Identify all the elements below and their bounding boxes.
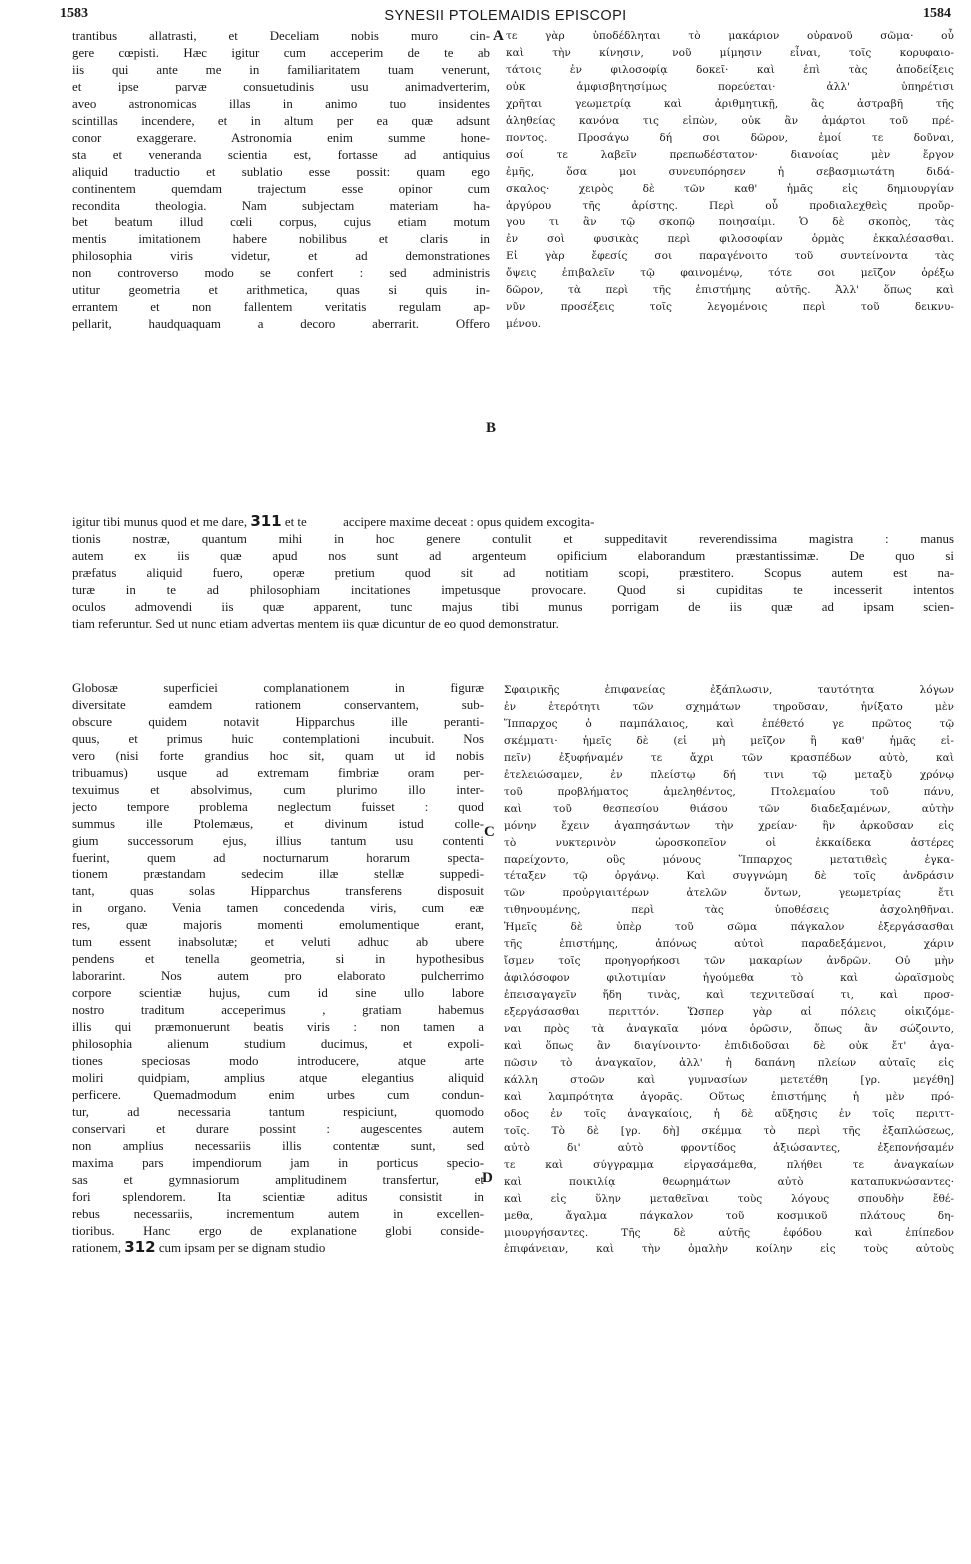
text-line: καὶ ὅπως ἂν διαγίνοιντο· ἐπιδιδοῦσαι δὲ οὐκ ἔτ' ἀγα- [504,1040,954,1053]
text-line: Ἡμεῖς δὲ ὑπὲρ τοῦ σῶμα πάγκαλον ἐξεργάσασθαι [504,921,954,934]
text-line: illis qui præmonuerunt beatis viris : non tamen a [72,1020,484,1035]
text-line: continentem quemdam trajectum esse opinor cum [72,181,490,196]
text-line-fragment: igitur tibi munus quod et me dare, [72,515,248,529]
text-line: tiam referuntur. Sed ut nunc etiam advertas mentem iis quæ dicuntur de eo quod demonstratur. [72,616,559,631]
text-line: diversitate eamdem rationem conservantem, sub- [72,697,484,712]
text-line: moliri quidpiam, amplius atque elegantius aliquid [72,1070,484,1085]
text-line: autem ex iis quæ apud nos sunt ad argenteum opificium elaborandum præstantissimæ. De quo si [72,548,954,563]
text-line: sas et gymnasiorum amplitudinem transfertur, et [72,1172,484,1187]
latin-column-top [72,28,490,333]
greek-column-bottom [504,682,954,1258]
text-line: εξεργάσασθαι περιττόν. Ὥσπερ γὰρ αἱ πόλεις οἰκιζόμε- [504,1006,954,1019]
text-line: tiones speciosas modo introducere, atque arte [72,1053,484,1068]
page-number-right: 1584 [923,6,951,21]
text-line: μένου. [506,318,541,331]
running-title: SYNESII PTOLEMAIDIS EPISCOPI [384,8,627,24]
text-line: fori splendorem. Ita scientiæ aditus consistit in [72,1189,484,1204]
text-line: turæ in te ad philosophiam incitationes impetusque provocare. Quod si cupiditas te incesserit intentos [72,582,954,597]
text-line: non controverso modo se confert : sed administris [72,266,490,281]
greek-column-top [506,28,954,333]
text-line: καὶ τοῦ θεσπεσίου θιάσου τῶν διαδεξαμένων, αὐτὴν [504,802,954,815]
text-line-fragment: rationem, [72,1241,122,1256]
text-line: aliquid traductio et sublatio esse possit: quam ego [72,164,490,179]
text-line: γου τι ἂν τῷ σκοπῷ ποιησαίμι. Ὁ δὲ σκοπὸς, τὰς [506,216,954,229]
text-line: Σφαιρικῆς ἐπιφανείας ἐξάπλωσιν, ταυτότητα λόγων [504,684,954,696]
text-line: καὶ εἰς ὕλην μεταθεῖναι τοὺς λόγους σπουδὴν ἔθέ- [504,1192,954,1205]
text-line: οδος ἐν τοῖς ἀναγκαίοις, ἡ δὲ αὔξησις ἐν τοῖς περιττ- [504,1107,954,1120]
text-line: et ipse parvæ consuetudinis usu animadverterim, [72,79,490,94]
section-marker-a: A [493,28,504,44]
text-line: oculos admovendi iis quæ apparent, tunc majus tibi munus porrigam de iis quæ ad ipsam scien- [72,599,954,614]
text-line: τῶν προὐργιαιτέρων ἀτελῶν ὄντων, γεωμετρίας ἔτι [504,887,954,900]
text-line: fuerint, quem ad nocturnarum horarum specta- [72,850,484,865]
text-line: tionis nostræ, quantum mihi in hoc genere contulit et suppeditavit reverendissima magistra : manus [72,531,954,546]
text-line: ἐπεισαγαγεῖν ἤδη τινὰς, καὶ τεχνιτεῦσαί τι, καὶ προσ- [504,989,954,1002]
text-line: τε καὶ σύγγραμμα εἰργασάμεθα, πλήθει τε ἀναγκαίων [504,1158,954,1171]
text-line: texuimus et absolvimus, cum plurimo illo inter- [72,782,484,797]
text-line: res, quæ majoris momenti emolumentique erant, [72,918,484,933]
text-line: sta et veneranda scientia est, fortasse ad antiquius [72,147,490,162]
text-line: οὐκ ἀμφισβητησίμως πορεύεται· ἀλλ' ὑπηρέτισι [506,80,954,93]
text-line: καὶ λαμπρότητα ἀγορᾶς. Οὕτως ἐπιστήμης ἡ μὲν πρό- [504,1090,954,1103]
text-line: tribuamus) usque ad extremam fimbriæ oram per- [72,765,484,780]
column-number-311: 311 [250,513,282,530]
text-line-fragment: cum ipsam per se dignam studio [158,1241,326,1256]
text-line: τῆς ἐπιστήμης, ἀπόνως αὐτοὶ παραδεξάμενοι, χάριν [504,938,954,951]
text-line: præfatus aliquid fuero, operæ pretium quod sit ad notitiam scopi, præstitero. Scopus autem est na- [72,565,954,580]
text-line: ἐμῆς, ὅσα μοι συνευπόρησεν ἡ σεβασμιωτάτη διδά- [506,165,954,178]
text-line: rebus necessariis, incrementum autem in excellen- [72,1206,484,1221]
text-line: ἐν σοὶ φυσικὰς περὶ φιλοσοφίαν ὁρμὰς ἐκκαλέσασθαι. [506,233,954,246]
text-line: trantibus allatrasti, et Deceliam nobis muro cin- [72,29,490,43]
text-line: ἐπιφάνειαν, καὶ τὴν ὁμαλὴν κοίλην εἰς τοὺς αὐτοὺς [504,1243,954,1256]
text-line: bet beatum illud cœli corpus, cujus etiam motum [72,215,490,230]
column-number-312: 312 [124,1239,156,1257]
text-line: ὄψεις ἐπιβαλεῖν τῷ φαινομένῳ, τότε σοι μεῖζον ὀρέξω [506,267,954,280]
text-line: recondita theologia. Nam subjectam materiam ha- [72,198,490,213]
text-line: πεῖν) ἐξυφήναμέν τε ἄχρι τῶν κρασπέδων αὐτὸ, καὶ [504,751,954,764]
text-line: καὶ ποικιλίᾳ θεωρημάτων αὐτὸ καταπυκνώσαντες· [504,1175,954,1188]
text-line: τιθηνουμένης, περὶ τὰς ὑποθέσεις ἀσχοληθῆναι. [504,904,954,917]
text-line: ἀφιλόσοφον φιλοτιμίαν ἡγούμεθα τὸ καὶ ὡραϊσμοὺς [504,972,954,985]
text-line: ποντος. Προσάγω δή σοι δῶρον, ἐμοί τε δοῦναι, [506,131,954,144]
text-line: mentis imitationem habere nobilibus et claris in [72,232,490,247]
text-line: καὶ τὴν κίνησιν, νοῦ μίμησιν εἶναι, τοῖς κορυφαιο- [506,46,954,59]
text-line: tur, ad necessaria tantum respiciunt, quomodo [72,1104,484,1119]
text-line: πῶσιν τὸ ἀναγκαῖον, ἀλλ' ἡ δαπάνη πλείων αὐταῖς εἰς [504,1056,954,1069]
text-line: perficere. Quemadmodum enim urbes cum condun- [72,1087,484,1102]
text-line: iis qui ante me in familiaritatem tuam venerunt, [72,62,490,77]
text-line: τὸ νυκτερινὸν ὡροσκοπεῖον οἱ ἑκκαίδεκα ἀστέρες [504,836,954,849]
text-line: κάλλη στοῶν καὶ γυμνασίων μετετέθη [γρ. μεγέθη] [504,1073,954,1086]
text-line: quus, et primus huic contemplationi incubuit. Nos [72,731,484,746]
text-line: jecto tempore problema neglectum fuisset : quod [72,799,484,814]
text-line: utitur geometria et arithmetica, quas si quis in- [72,283,490,298]
text-line: ἀργύρου τῆς ἀρίστης. Περὶ οὗ προδιαλεχθεὶς προὔρ- [506,199,954,212]
text-line: τε γὰρ ὑποδέδληται τὸ μακάριον οὐρανοῦ σῶμα· οὗ [506,30,954,42]
text-line: ἴσμεν τοῖς προηγορήκοσι τῶν μακαρίων ἀνδρῶν. Οὐ μὴν [504,955,954,968]
text-line: summus ille Ptolemæus, et divinum istud colle- [72,816,484,831]
text-line: τέταξεν τῷ ὀργάνῳ. Καὶ συγγνώμη δὲ τοῖς ἀνδράσιν [504,870,954,883]
text-line: tant, quas solas Hipparchus transferens disposuit [72,884,484,899]
text-line: τοῖς. Τὸ δὲ [γρ. δὴ] σκέμμα τὸ περὶ τῆς ἐξαπλώσεως, [504,1124,954,1137]
text-line: nostro traditum acceperimus , gratiam habemus [72,1003,484,1018]
text-line: αὐτὸ δι' αὐτὸ φροντίδος ἀξιώσαντες, ἐξεπονήσαμέν [504,1141,954,1154]
text-line: laborarint. Nos autem pro elaborato pulcherrimo [72,969,484,984]
latin-column-bottom [72,680,484,1257]
text-line: τάτοις ἐν φιλοσοφίᾳ δοκεῖ· καὶ ἐπὶ τὰς ἀποδείξεις [506,63,954,76]
text-line: παρείχοντο, οὓς μόνους Ἵππαρχος μετατιθεὶς ἐγκα- [504,853,954,866]
text-line: pellarit, haudquaquam a decoro aberrarit. Offero [72,317,490,332]
text-line: aveo astronomicas illas in animo tuo insidentes [72,96,490,111]
text-line: μόνην ἔχειν ἀγαπησάντων τὴν χρείαν· ἣν ἀρκοῦσαν εἰς [504,819,954,832]
section-marker-d: D [482,1170,493,1186]
text-line: σοί τε λαβεῖν πρεπωδέστατον· διανοίας μὲν ἔργον [506,148,954,161]
section-marker-c: C [484,824,495,840]
text-line: maxima pars impendiorum jam in porticus specio- [72,1155,484,1170]
text-line: philosophia alienum studium ducimus, et expoli- [72,1037,484,1052]
text-line: non amplius necessariis illis contentæ sunt, sed [72,1138,484,1153]
text-line: δῶρον, τὰ περὶ τῆς ἐπιστήμης αὐτῆς. Ἀλλ' ὅπως καὶ [506,284,954,297]
text-line: conor exaggerare. Astronomia enim summe hone- [72,130,490,145]
text-line-fragment: et te [284,515,307,529]
text-line: obscure quidem notavit Hipparchus ille peranti- [72,714,484,729]
text-line: σκαλος· χειρὸς δὲ τῶν καθ' ἡμᾶς εἰς δημιουργίαν [506,182,954,195]
text-line [72,513,954,531]
text-line: tioribus. Hanc ergo de explanatione globi conside- [72,1223,484,1238]
text-line: errantem et non fallentem veritatis regulam ap- [72,300,490,315]
text-line: corpore scientiæ hujus, cum id sine ullo labore [72,986,484,1001]
text-line: ἐν ἑτερότητι τῶν σχημάτων τηροῦσαν, ἠνίξατο μὲν [504,700,954,713]
text-line: ἀληθείας κανόνα τις εἰπὼν, οὐκ ἂν ἁμάρτοι τοῦ πρέ- [506,114,954,127]
text-line: Globosæ superficiei complanationem in figuræ [72,681,484,695]
text-line: tum essent inabsolutæ; et veluti adhuc ab ubere [72,935,484,950]
text-line: pendens et tenella geometria, si in hypothesibus [72,952,484,967]
text-line: μιουργήσαντες. Τῆς δὲ αὐτῆς ἐφόδου καὶ ἐπίπεδον [504,1226,954,1239]
text-line: χρῆται γεωμετρίᾳ καὶ ἀριθμητικῇ, ἃς ἀστραβῆ τῆς [506,97,954,110]
text-line: νῦν προσέξεις τοῖς λεγομένοις περὶ τοῦ δεικνυ- [506,301,954,314]
text-line: ναι πρὸς τὰ ἀναγκαῖα μόνα ὁρῶσιν, ὅπως ἂν σώζοιντο, [504,1023,954,1036]
text-line: vero (nisi forte grandius hoc sit, quam ut id nobis [72,748,484,763]
section-marker-b: B [486,420,497,436]
text-line: ἐτελειώσαμεν, ἐν πλείστῳ δή τινι τῷ μεταξὺ χρόνῳ [504,768,954,781]
text-line: σκέμματι· ἡμεῖς δὲ (εἰ μὴ μεῖζον ἢ καθ' ἡμᾶς εἰ- [504,734,954,747]
text-line-fragment: accipere maxime deceat : opus quidem excogita- [343,515,595,529]
text-line [72,1239,484,1257]
text-line: in organo. Venia tamen concedenda viris, cum eæ [72,901,484,916]
text-line: τοῦ προβλήματος ἀμεληθέντος, Πτολεμαίου τοῦ πάνυ, [504,785,954,798]
text-line: tionem præstandam sedecim illæ stellæ suppedi- [72,867,484,882]
text-line: scintillas incendere, et in altum per ea quæ adsunt [72,113,490,128]
text-line: Ἵππαρχος ὁ παμπάλαιος, καὶ ἐπέθετό γε πρῶτος τῷ [504,717,954,730]
latin-full-width-passage [72,513,954,633]
text-line: conservari et durare possint : augescentes autem [72,1121,484,1136]
text-line: μεθα, ἄγαλμα πάγκαλον τοῦ κοσμικοῦ πλάτους δη- [504,1209,954,1222]
text-line: philosophia viris videtur, et ad demonstrationes [72,249,490,264]
text-line: gium successorum ejus, illius tantum usu contenti [72,833,484,848]
page-number-left: 1583 [60,6,88,21]
text-line: Εἰ γὰρ ἔφεσίς σοι παραγένοιτο τοῦ συντείνοντα τὰς [506,250,954,263]
text-line: gere cœpisti. Hæc igitur cum acceperim de te ab [72,45,490,60]
